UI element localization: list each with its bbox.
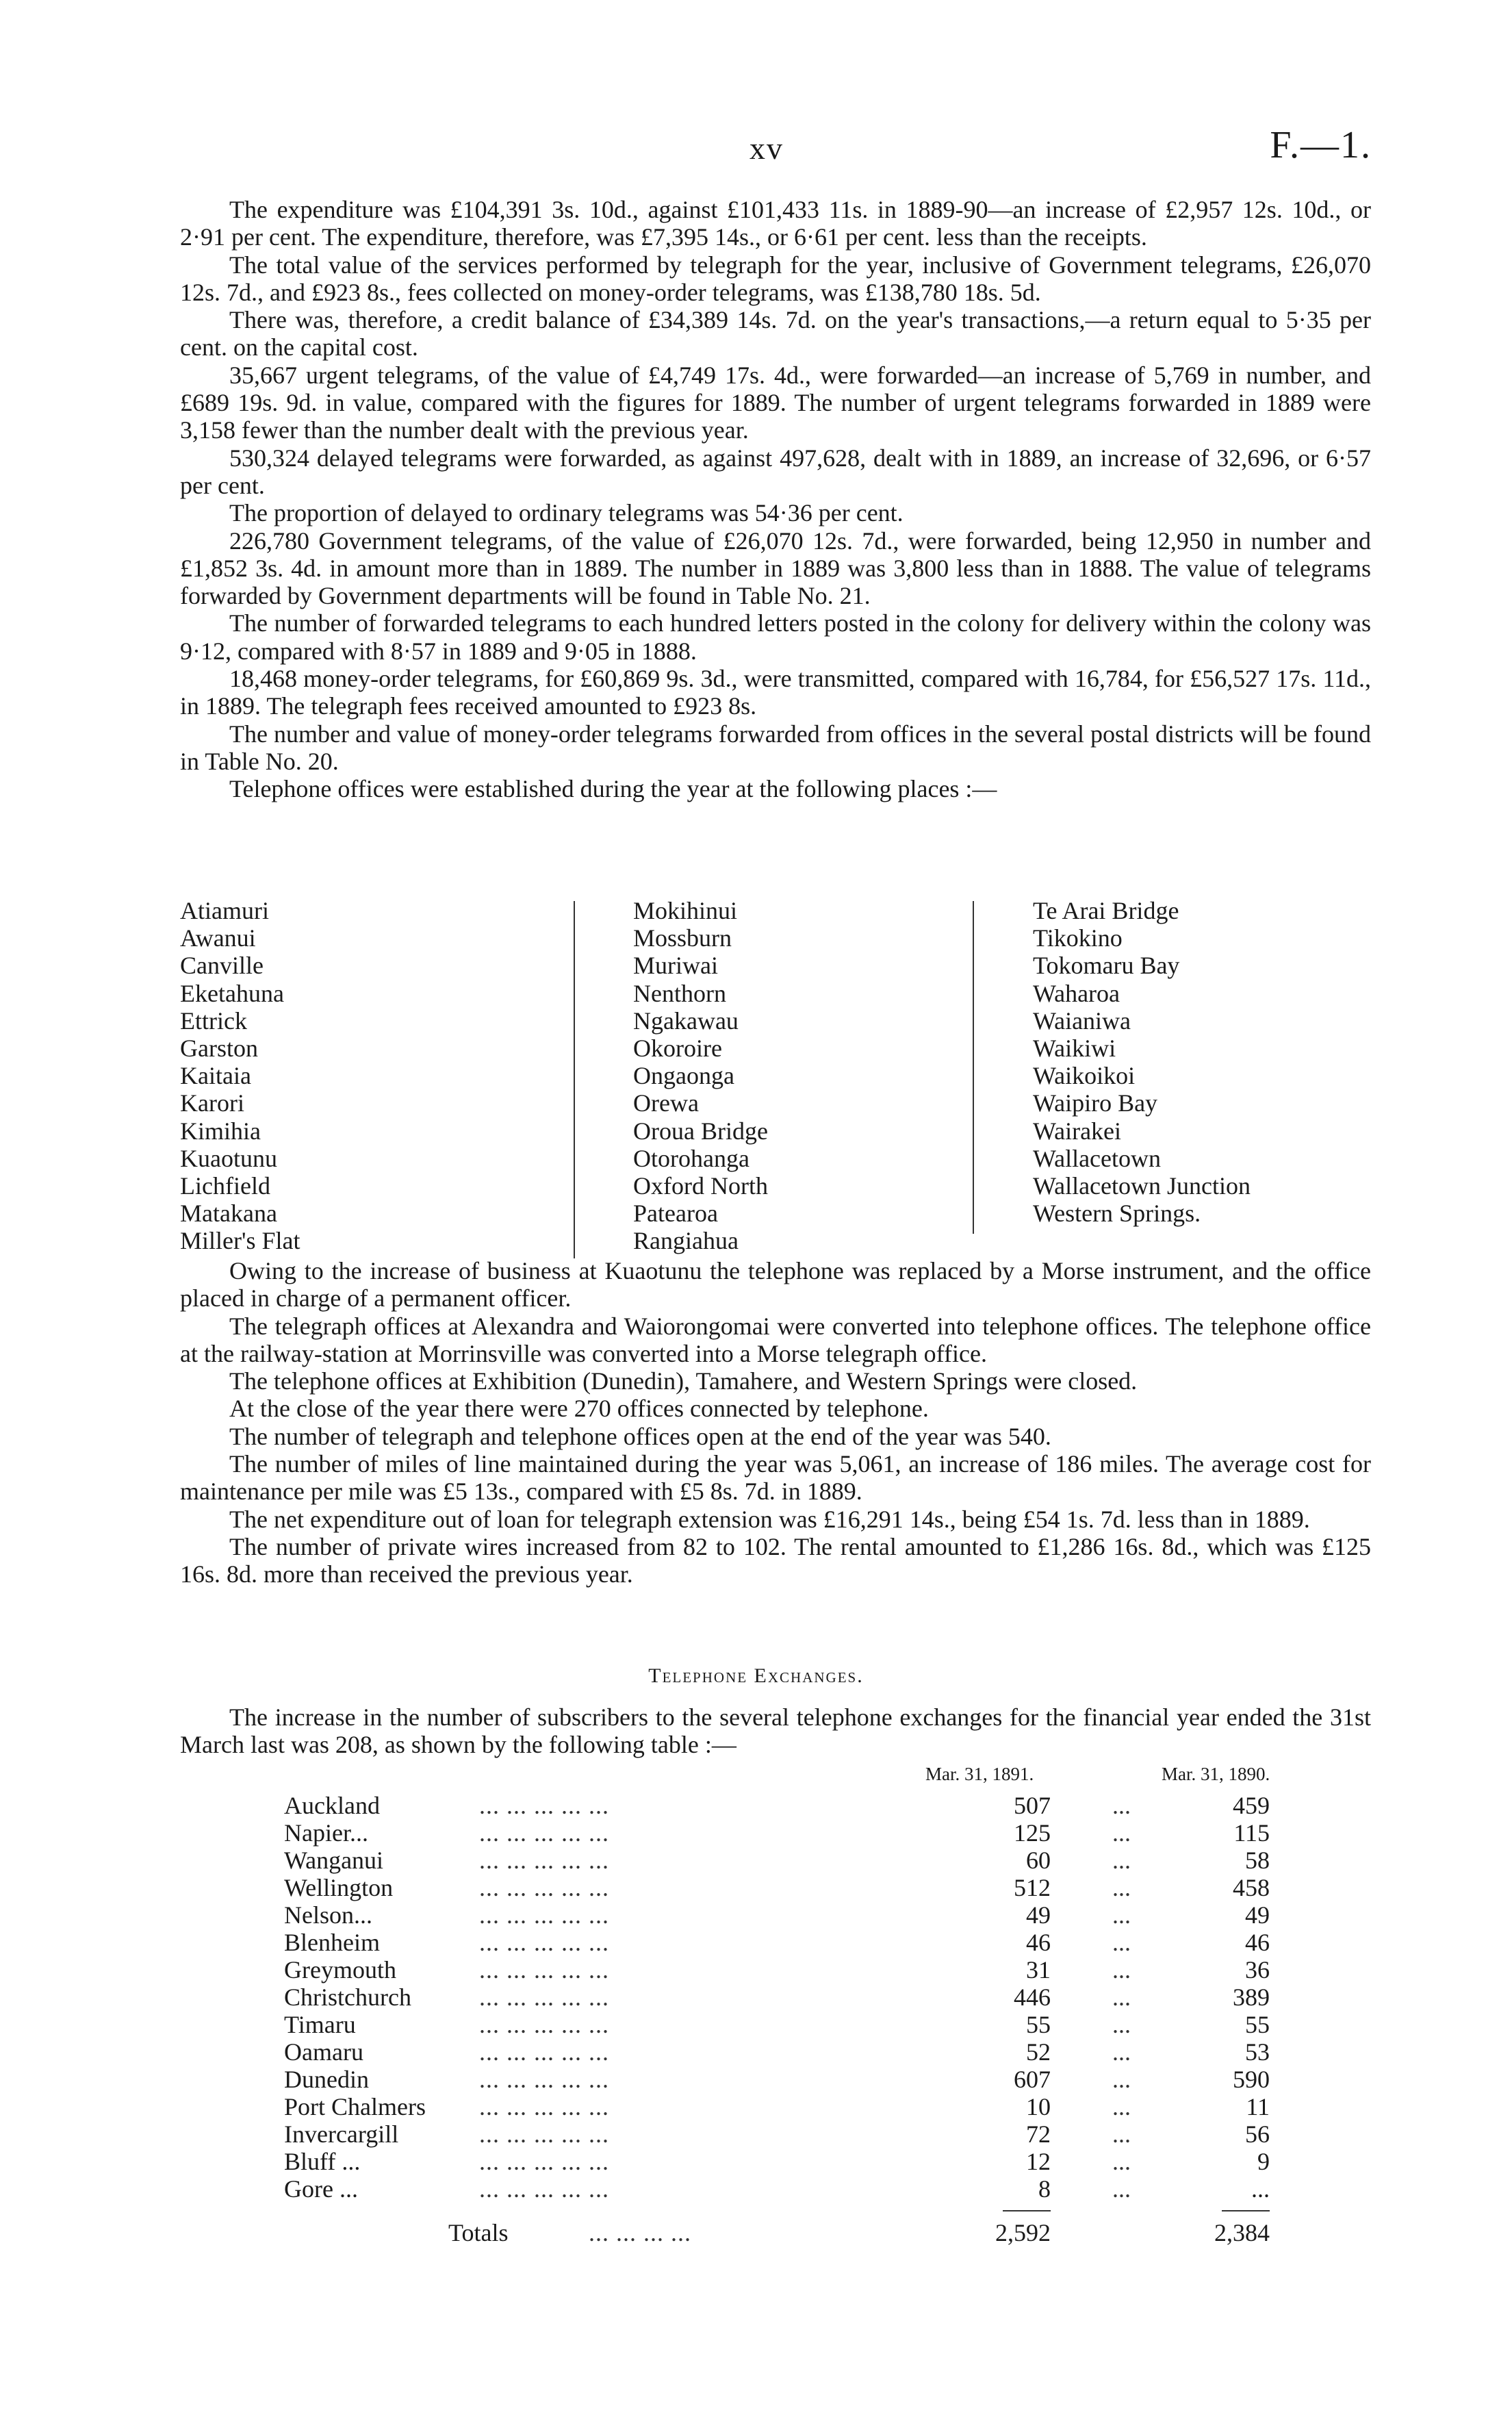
subscribers-1890: 115 [1233,1819,1270,1847]
list-item: Nenthorn [633,979,726,1007]
table-row [284,1928,1311,1955]
subscribers-1890: 46 [1245,1929,1270,1956]
total-rule-1891 [1003,2210,1051,2211]
exchange-name: Greymouth [284,1956,396,1983]
column-divider [574,901,575,1258]
separator-dots: ... [1112,1956,1131,1983]
body-section-exchanges [180,1703,1371,1759]
list-item: Canville [180,952,264,980]
paragraph-delayed-telegrams: 530,324 delayed telegrams were forwarded, as against 497,628, dealt with in 1889, an increase of 32,696, or 6·57 per cent. [180,444,1371,499]
subscribers-1890: 58 [1245,1847,1270,1874]
paragraph-offices-converted: The telegraph offices at Alexandra and Waiorongomai were converted into telephone offices. The telephone office at the railway-station at Morrinsville was converted into a Morse telegraph office. [180,1312,1371,1367]
exchange-name: Blenheim [284,1929,380,1956]
exchange-name: Wanganui [284,1847,384,1874]
list-item: Eketahuna [180,979,284,1007]
table-row [284,1983,1311,2010]
paragraph-money-order-table-ref: The number and value of money-order telegrams forwarded from offices in the several postal districts will be found in Table No. 20. [180,720,1371,775]
separator-dots: ... [1112,1983,1131,2011]
subscribers-1891: 507 [1014,1792,1051,1819]
exchange-name: Napier... [284,1819,368,1847]
leader-dots: ... ... ... ... ... [479,1901,609,1929]
leader-dots: ... ... ... ... ... [479,2120,609,2148]
column-header-1890: Mar. 31, 1890. [1162,1764,1270,1784]
table-row [284,2065,1311,2092]
subscribers-1890: 55 [1245,2011,1270,2038]
leader-dots: ... ... ... ... ... [479,2066,609,2093]
exchange-name: Dunedin [284,2066,369,2093]
list-item: Rangiahua [633,1227,739,1255]
paragraph-urgent-telegrams: 35,667 urgent telegrams, of the value of £4,749 17s. 4d., were forwarded—an increase of 5,769 in number, and £689 19s. 9d. in value, compared with the figures for 1889. The number of urgent telegrams forwarded in 1889 were 3,158 fewer than the number dealt with the previous year. [180,361,1371,444]
paragraph-exchanges-intro: The increase in the number of subscribers to the several telephone exchanges for the financial year ended the 31st March last was 208, as shown by the following table :— [180,1703,1371,1759]
separator-dots: ... [1112,1847,1131,1874]
list-item: Ngakawau [633,1006,739,1035]
page-number: xv [749,131,784,166]
list-item: Kaitaia [180,1062,251,1090]
totals-row [284,2218,1311,2246]
leader-dots: ... ... ... ... [589,2219,691,2246]
leader-dots: ... ... ... ... ... [479,1792,609,1819]
paragraph-credit-balance: There was, therefore, a credit balance of £34,389 14s. 7d. on the year's transactions,—a return equal to 5·35 per cent. on the capital cost. [180,306,1371,362]
exchange-name: Wellington [284,1874,394,1901]
list-item: Wallacetown Junction [1033,1172,1251,1200]
subscribers-1890: 458 [1233,1874,1270,1901]
list-item: Ettrick [180,1006,247,1035]
subscribers-1890: 56 [1245,2120,1270,2148]
total-1890: 2,384 [1214,2219,1270,2246]
paragraph-delayed-proportion: The proportion of delayed to ordinary telegrams was 54·36 per cent. [229,499,904,527]
list-item: Lichfield [180,1172,270,1200]
subscribers-1891: 72 [1026,2120,1051,2148]
paragraph-telegrams-per-letters: The number of forwarded telegrams to each hundred letters posted in the colony for delivery within the colony was 9·12, compared with 8·57 in 1889 and 9·05 in 1888. [180,609,1371,665]
subscribers-1891: 512 [1014,1874,1051,1901]
table-row [284,1901,1311,1928]
list-item: Atiamuri [180,897,269,924]
list-item: Patearoa [633,1200,718,1228]
list-item: Tikokino [1033,924,1123,952]
separator-dots: ... [1112,2011,1131,2038]
table-row [284,1873,1311,1901]
list-item: Okoroire [633,1035,722,1063]
list-item: Waikoikoi [1033,1062,1136,1090]
column-header-1891: Mar. 31, 1891. [925,1764,1034,1784]
totals-label: Totals [448,2219,509,2246]
subscribers-1891: 446 [1014,1983,1051,2011]
leader-dots: ... ... ... ... ... [479,1956,609,1983]
list-item: Karori [180,1089,244,1117]
paragraph-telephone-offices-intro: Telephone offices were established during the year at the following places :— [229,775,997,803]
subscribers-1891: 55 [1026,2011,1051,2038]
exchange-name: Nelson... [284,1901,372,1929]
leader-dots: ... ... ... ... ... [479,1983,609,2011]
subscribers-1891: 60 [1026,1847,1051,1874]
paragraph-line-miles: The number of miles of line maintained during the year was 5,061, an increase of 186 miles. The average cost for maintenance per mile was £5 13s., compared with £5 8s. 7d. in 1889. [180,1450,1371,1506]
subscribers-1890: 49 [1245,1901,1270,1929]
list-item: Mossburn [633,924,732,952]
exchange-name: Oamaru [284,2038,363,2066]
table-row [284,2120,1311,2147]
list-item: Kuaotunu [180,1144,277,1172]
list-item: Waipiro Bay [1033,1089,1158,1117]
separator-dots: ... [1112,2038,1131,2066]
list-item: Te Arai Bridge [1033,897,1179,924]
list-item: Oxford North [633,1172,768,1200]
subscribers-1890: 459 [1233,1792,1270,1819]
subscribers-1890: ... [1251,2175,1270,2203]
table-row [284,2175,1311,2202]
subscribers-1890: 53 [1245,2038,1270,2066]
separator-dots: ... [1112,1929,1131,1956]
exchange-name: Gore ... [284,2175,358,2203]
list-item: Wairakei [1033,1117,1122,1145]
subscribers-1891: 125 [1014,1819,1051,1847]
leader-dots: ... ... ... ... ... [479,2175,609,2203]
body-section-top [180,196,1371,803]
list-item: Garston [180,1035,258,1063]
separator-dots: ... [1112,1874,1131,1901]
total-rule-1890 [1222,2210,1270,2211]
paragraph-offices-open: The number of telegraph and telephone offices open at the end of the year was 540. [229,1422,1051,1450]
list-item: Kimihia [180,1117,261,1145]
list-item: Mokihinui [633,897,738,924]
column-divider [973,901,974,1234]
subscribers-1891: 31 [1026,1956,1051,1983]
paragraph-kuaotunu: Owing to the increase of business at Kuaotunu the telephone was replaced by a Morse instrument, and the office placed in charge of a permanent officer. [180,1257,1371,1313]
list-item: Waianiwa [1033,1006,1131,1035]
table-row [284,2010,1311,2038]
exchange-name: Auckland [284,1792,380,1819]
body-section-middle [180,1257,1371,1588]
separator-dots: ... [1112,2066,1131,2093]
separator-dots: ... [1112,2175,1131,2203]
list-item: Muriwai [633,952,718,980]
separator-dots: ... [1112,1792,1131,1819]
leader-dots: ... ... ... ... ... [479,2148,609,2175]
list-item: Miller's Flat [180,1227,300,1255]
leader-dots: ... ... ... ... ... [479,2038,609,2066]
paragraph-expenditure: The expenditure was £104,391 3s. 10d., against £101,433 11s. in 1889-90—an increase of £2,957 12s. 10d., or 2·91 per cent. The expenditure, therefore, was £7,395 14s., or 6·61 per cent. less than the receipts. [180,196,1371,251]
subscribers-1891: 12 [1026,2148,1051,2175]
table-row [284,1791,1311,1818]
subscribers-1891: 607 [1014,2066,1051,2093]
list-item: Western Springs. [1033,1200,1201,1228]
list-item: Waharoa [1033,979,1120,1007]
table-row [284,2147,1311,2175]
section-heading: Telephone Exchanges. [648,1664,864,1687]
places-column-3 [1033,897,1389,1227]
paragraph-offices-closed: The telephone offices at Exhibition (Dunedin), Tamahere, and Western Springs were closed. [229,1367,1138,1395]
separator-dots: ... [1112,1819,1131,1847]
list-item: Oroua Bridge [633,1117,768,1145]
paragraph-loan-expenditure: The net expenditure out of loan for telegraph extension was £16,291 14s., being £54 1s. 7d. less than in 1889. [229,1505,1310,1533]
subscribers-1890: 36 [1245,1956,1270,1983]
total-1891: 2,592 [995,2219,1051,2246]
list-item: Waikiwi [1033,1035,1116,1063]
exchange-name: Port Chalmers [284,2093,426,2120]
leader-dots: ... ... ... ... ... [479,1929,609,1956]
list-item: Tokomaru Bay [1033,952,1180,980]
separator-dots: ... [1112,2093,1131,2120]
leader-dots: ... ... ... ... ... [479,1847,609,1874]
exchange-name: Christchurch [284,1983,411,2011]
exchange-name: Bluff ... [284,2148,361,2175]
list-item: Orewa [633,1089,699,1117]
paragraph-offices-connected: At the close of the year there were 270 offices connected by telephone. [229,1395,929,1423]
places-column-2 [633,897,989,1255]
leader-dots: ... ... ... ... ... [479,1874,609,1901]
paragraph-services-value: The total value of the services performed by telegraph for the year, inclusive of Government telegrams, £26,070 12s. 7d., and £923 8s., fees collected on money-order telegrams, was £138,780 18s. 5d. [180,251,1371,306]
separator-dots: ... [1112,1901,1131,1929]
telephone-offices-list [180,897,1371,1257]
subscribers-1890: 11 [1246,2093,1270,2120]
list-item: Awanui [180,924,256,952]
subscribers-1891: 10 [1026,2093,1051,2120]
subscribers-1891: 52 [1026,2038,1051,2066]
paragraph-private-wires: The number of private wires increased from 82 to 102. The rental amounted to £1,286 16s. 8d., which was £125 16s. 8d. more than received the previous year. [180,1532,1371,1588]
subscribers-1891: 49 [1026,1901,1051,1929]
separator-dots: ... [1112,2120,1131,2148]
table-row [284,2092,1311,2120]
list-item: Ongaonga [633,1062,734,1090]
paragraph-government-telegrams: 226,780 Government telegrams, of the value of £26,070 12s. 7d., were forwarded, being 12,950 in number and £1,852 3s. 4d. in amount more than in 1889. The number in 1889 was 3,800 less than in 1888. The value of telegrams forwarded by Government departments will be found in Table No. 21. [180,527,1371,610]
leader-dots: ... ... ... ... ... [479,1819,609,1847]
places-column-1 [180,897,563,1255]
subscribers-1891: 46 [1026,1929,1051,1956]
paragraph-money-order-telegrams: 18,468 money-order telegrams, for £60,869 9s. 3d., were transmitted, compared with 16,784, for £56,527 17s. 11d., in 1889. The telegraph fees received amounted to £923 8s. [180,665,1371,720]
leader-dots: ... ... ... ... ... [479,2011,609,2038]
exchange-name: Invercargill [284,2120,399,2148]
separator-dots: ... [1112,2148,1131,2175]
subscribers-1890: 590 [1233,2066,1270,2093]
leader-dots: ... ... ... ... ... [479,2093,609,2120]
list-item: Matakana [180,1200,277,1228]
list-item: Otorohanga [633,1144,749,1172]
table-row [284,1846,1311,1873]
table-row [284,2038,1311,2065]
list-item: Wallacetown [1033,1144,1162,1172]
exchange-name: Timaru [284,2011,356,2038]
subscribers-1891: 8 [1038,2175,1051,2203]
document-reference: F.—1. [1270,124,1372,166]
subscribers-1890: 9 [1257,2148,1270,2175]
table-row [284,1955,1311,1983]
subscribers-1890: 389 [1233,1983,1270,2011]
table-row [284,1818,1311,1846]
